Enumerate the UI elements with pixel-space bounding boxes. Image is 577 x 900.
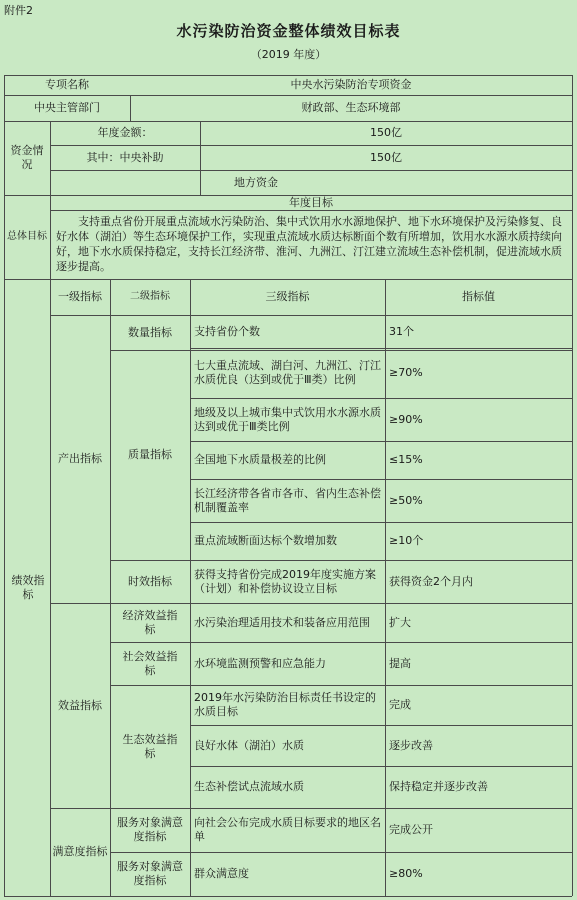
local-funds-label: 地方资金: [234, 175, 278, 189]
level2-economic: 经济效益指标: [122, 608, 178, 636]
year-subtitle: （2019 年度）: [250, 48, 327, 61]
level2-satisfaction-2: 服务对象满意度指标: [117, 860, 183, 887]
subsidy-value: 150亿: [370, 150, 402, 164]
program-label: 专项名称: [45, 78, 89, 91]
rule: [572, 75, 573, 896]
level2-quality: 质量指标: [128, 448, 172, 461]
indicator-value: ≥90%: [389, 412, 423, 426]
indicator-name: 2019年水污染防治目标责任书设定的水质目标: [194, 691, 376, 718]
rule: [4, 896, 572, 897]
indicator-name: 长江经济带各省市各市、省内生态补偿机制覆盖率: [194, 486, 381, 514]
indicator-name: 水污染治理适用技术和装备应用范围: [194, 615, 370, 629]
level1-output: 产出指标: [58, 452, 102, 465]
level2-satisfaction-1: 服务对象满意度指标: [117, 816, 183, 843]
header-value: 指标值: [462, 290, 495, 303]
indicator-name: 支持省份个数: [194, 324, 260, 338]
indicator-value: 获得资金2个月内: [389, 574, 473, 588]
level1-benefit: 效益指标: [58, 698, 102, 712]
indicator-value: 扩大: [389, 615, 411, 629]
indicator-value: ≥50%: [389, 493, 423, 507]
indicator-name: 水环境监测预警和应急能力: [194, 656, 326, 670]
level2-timeliness: 时效指标: [128, 574, 172, 588]
header-level2: 二级指标: [130, 291, 170, 302]
funds-label: 资金情况: [10, 144, 44, 171]
total-label: 年度金额：: [97, 126, 153, 139]
performance-label: 绩效指标: [11, 573, 45, 601]
indicator-value: ≤15%: [389, 453, 423, 466]
indicator-value: ≥70%: [389, 366, 423, 379]
indicator-name: 全国地下水质量极差的比例: [194, 453, 326, 466]
dept-value: 财政部、生态环境部: [301, 101, 401, 114]
rule: [110, 279, 111, 896]
indicator-value: 完成公开: [389, 823, 433, 836]
overall-goal-label: 总体目标: [7, 231, 47, 242]
total-value: 150亿: [370, 126, 402, 139]
indicator-name: 重点流域断面达标个数增加数: [194, 534, 337, 547]
indicator-name: 向社会公布完成水质目标要求的地区名单: [194, 816, 381, 843]
indicator-value: ≥80%: [389, 867, 423, 880]
program-value: 中央水污染防治专项资金: [290, 78, 412, 91]
subsidy-label: 其中：中央补助: [86, 150, 164, 164]
indicator-name: 良好水体（湖泊）水质: [194, 738, 304, 752]
indicator-value: 逐步改善: [389, 738, 433, 752]
header-level1: 一级指标: [58, 290, 102, 303]
annual-goal-header: 年度目标: [289, 195, 333, 209]
indicator-value: ≥10个: [389, 534, 424, 547]
indicator-value: 完成: [389, 698, 411, 711]
annual-goal-text: 支持重点省份开展重点流域水污染防治、集中式饮用水水源地保护、地下水环境保护及污染修复、良好水体（湖泊）等生态环境保护工作，实现重点流域水质达标断面个数有所增加，饮用水水源水质持续向好，地下水水质保持稳定，支持长江经济带、淮河、九洲江、汀江建立流域生态补偿机制，促进流域水质逐步提高。: [56, 215, 562, 273]
local-funds-value: [290, 170, 572, 195]
indicator-name: 地级及以上城市集中式饮用水水源水质达到或优于Ⅲ类比例: [194, 405, 381, 433]
level2-social: 社会效益指标: [122, 649, 178, 677]
indicator-value: 31个: [389, 324, 414, 338]
indicator-name: 群众满意度: [194, 867, 249, 880]
level2-quantity: 数量指标: [128, 325, 172, 339]
level1-satisfaction: 满意度指标: [52, 845, 108, 858]
indicator-name: 获得支持省份完成2019年度实施方案（计划）和补偿协议设立目标: [194, 567, 376, 595]
level2-ecological: 生态效益指标: [122, 732, 178, 760]
indicator-value: 保持稳定并逐步改善: [389, 780, 488, 793]
indicator-name: 生态补偿试点流域水质: [194, 780, 304, 793]
rule: [50, 210, 572, 211]
header-level3: 三级指标: [265, 290, 310, 303]
indicator-name: 七大重点流域、湖白河、九洲江、汀江水质优良（达到或优于Ⅲ类）比例: [194, 359, 381, 386]
dept-label: 中央主管部门: [34, 101, 100, 114]
annex-label: 附件2: [4, 4, 33, 17]
page-title: 水污染防治资金整体绩效目标表: [176, 22, 401, 40]
indicator-value: 提高: [389, 656, 411, 670]
